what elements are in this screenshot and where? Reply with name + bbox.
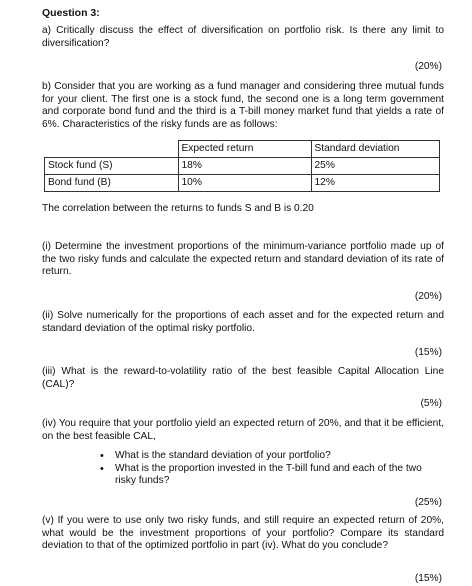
- list-item: [100, 450, 445, 463]
- question-iv-marks: (25%): [414, 497, 442, 508]
- question-ii-marks: (15%): [414, 347, 442, 358]
- question-title: Question 3:: [42, 7, 100, 19]
- table-row: [45, 158, 440, 175]
- table-cell: 12%: [311, 175, 440, 192]
- part-b-text: b) Consider that you are working as a fund manager and considering three mutual funds for your client. The first one is a stock fund, the second one is a long term government and corporate bond fund and the third is a T-bill money market fund that yields a rate of 6%. Characteristics of the risky funds are as follows:: [42, 81, 444, 130]
- bullet-icon: •: [100, 450, 104, 462]
- question-i-marks: (20%): [414, 291, 442, 302]
- table-header-row: [45, 141, 440, 158]
- table-cell: 18%: [178, 158, 311, 175]
- table-header-cell: Standard deviation: [311, 141, 440, 158]
- question-i-text: (i) Determine the investment proportions of the minimum-variance portfolio made up of the two risky funds and calculate the expected return and standard deviation of its rate of return.: [42, 241, 444, 278]
- part-a-text: a) Critically discuss the effect of diversification on portfolio risk. Is there any limit to diversification?: [42, 25, 444, 49]
- bullet-text: What is the standard deviation of your portfolio?: [115, 450, 331, 461]
- table-row: [45, 175, 440, 192]
- question-iii-marks: (5%): [420, 398, 442, 409]
- question-iv-bullets: [100, 450, 445, 488]
- table-header-cell: [45, 141, 179, 158]
- table-cell: 25%: [311, 158, 440, 175]
- question-iii-text: (iii) What is the reward-to-volatility ratio of the best feasible Capital Allocation Line (CAL)?: [42, 366, 444, 390]
- question-v-text: (v) If you were to use only two risky funds, and still require an expected return of 20%, what would be the investment proportions of your portfolio? Compare its standard deviation to that of the optimized portfolio in part (iv). What do you conclude?: [42, 515, 444, 552]
- table-cell: Stock fund (S): [45, 158, 179, 175]
- table-cell: 10%: [178, 175, 311, 192]
- correlation-note: The correlation between the returns to funds S and B is 0.20: [42, 203, 314, 214]
- table-header-cell: Expected return: [178, 141, 311, 158]
- table-cell: Bond fund (B): [45, 175, 179, 192]
- question-v-marks: (15%): [414, 573, 442, 584]
- part-a-marks: (20%): [414, 61, 442, 72]
- list-item: [100, 463, 445, 488]
- bullet-text: What is the proportion invested in the T-bill fund and each of the two risky funds?: [115, 462, 422, 487]
- bullet-icon: •: [100, 462, 104, 475]
- funds-table: [44, 140, 440, 192]
- question-iv-text: (iv) You require that your portfolio yield an expected return of 20%, and that it be efficient, on the best feasible CAL,: [42, 418, 444, 442]
- question-ii-text: (ii) Solve numerically for the proportions of each asset and for the expected return and standard deviation of the optimal risky portfolio.: [42, 310, 444, 334]
